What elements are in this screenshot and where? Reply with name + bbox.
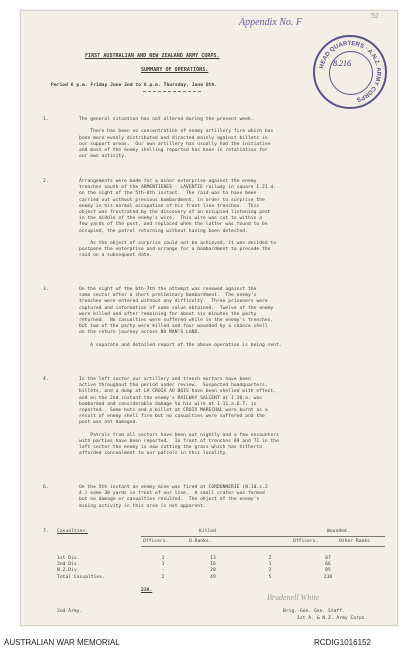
paragraph-line: returned. No casualties were suffered while in the enemy's trenches, [79,317,274,323]
paragraph-line: but two of the party were killed and four wounded by a chance shell [79,324,268,330]
paragraph-line: The general situation has not altered during the present week. [79,117,254,122]
paragraph-body [79,485,391,510]
handwritten-signature: Brudenell White [267,593,320,602]
paragraph-line: post was not damaged. [79,420,139,426]
paragraph-line: few yards of the post, and replaced when the latter was found to be [79,222,268,228]
casualty-wounded-other-ranks: 87 [325,556,331,561]
casualty-killed-officers: - [161,568,165,574]
paragraph-number: 3. [43,287,49,292]
casualty-wounded-officers: 2 [268,568,272,574]
paragraph-line: trenches were entered without any difficulty. Three prisoners were [79,299,268,305]
casualty-wounded-other-ranks: 85 [325,568,331,574]
paragraph-line: Arrangements were made for a minor enterprise against the enemy [79,179,257,184]
paragraph-line: Patrols from all sectors have been out nightly and a few encounters [79,432,279,438]
paragraph-line: enemy in his normal occupation of his front line trenches. This [79,203,260,209]
casualty-killed-other-ranks: 13 [210,556,216,561]
casualties-number: 7. [43,529,49,534]
paragraph-line: but no damage or casualties resulted. The object of the enemy's [79,497,260,503]
paragraph-line: As the object of surprise could not be achieved, it was decided to [79,240,277,246]
casualty-unit: 1st Div. [57,556,80,561]
casualty-wounded-officers: 1 [268,562,272,568]
casualty-wounded-other-ranks: 66 [325,562,331,568]
paragraph-line: reported. Some huts and a billet at CROIX MARECHAL were burnt as a [79,407,268,413]
casualty-killed-officers: 1 [161,562,165,568]
paragraph-line: raid on a subsequent date. [79,253,153,259]
document-heading: FIRST AUSTRALIAN AND NEW ZEALAND ARMY CORPS. [85,53,220,59]
stamp-inner-ring [329,51,373,95]
period-underline [143,91,201,92]
signature-unit: 1st A. & N.Z. Army Corps. [297,616,368,621]
casualty-wounded-officers: 2 [268,556,272,561]
paragraph-line: and most of the enemy shelling reported has been in retaliation for [79,147,268,153]
headquarters-stamp [313,35,387,109]
paragraph-line: bombarded and considerable damage to his wire at I.11.a.6.7. is [79,401,257,407]
paragraph-line: were killed and after remaining for about six minutes the party [79,311,257,317]
casualties-header-rule [141,536,385,537]
paragraph-line: active throughout the period under review. Suspected headquarters, [79,383,268,389]
paragraph-line: There has been no concentration of enemy artillery fire which has [79,129,274,135]
paragraph-line: and on the 2nd instant the enemy's RAILWAY SALIENT at I.10.a. was [79,395,263,401]
svg-text:HEAD QUARTERS · A.N.Z. ARMY CO: HEAD QUARTERS · A.N.Z. ARMY CORPS [319,40,382,103]
paragraph-line: In the left sector our artillery and trench mortars have been [79,377,251,382]
casualties-label: Casualties. [57,529,88,534]
paragraph-number: 1. [43,117,49,122]
paragraph-line: billets, and a dump at LA CROIX AU BOIS have been shelled with effect, [79,389,277,395]
casualty-wounded-other-ranks: 238 [323,574,333,580]
paragraph-line: mining activity in this area is not apparent. [79,503,206,509]
casualty-unit: N.Z.Div. [57,568,80,574]
paragraph-line: occupied, the patrol returning without having been detected. [79,228,248,234]
document-page [20,10,398,626]
paragraph-line: same sector after a short preliminary bombardment. The enemy's [79,293,257,299]
paragraph-line: afforded concealment to our patrols in this locality. [79,451,229,457]
paragraph-line: trenches south of the ARMENTIERES - LAVENTIE railway in square I.21.d. [79,185,277,191]
paragraph-line: left sector the enemy is now cutting the grass which has hitherto [79,445,263,451]
paragraph-body [79,287,391,349]
casualties-total-sub: 238. [141,588,153,593]
paragraph-line: 4.) some 30 yards in front of our line. A small crater was formed [79,491,265,497]
paragraph-line: with parties have been reported. In front of trenches 69 and 71 in the [79,438,279,444]
paragraph-line: On the night of the 6th-7th the attempt was renewed against the [79,287,257,292]
paragraph-body [79,179,391,259]
col-other-ranks-wounded: Other Ranks [339,539,370,544]
paragraph-line: on the night of the 5th-6th instant. The raid was to have been [79,191,257,197]
paragraph-line: A separate and detailed report of the above operation is being sent. [79,342,282,348]
paragraph-line: captured and information of some value obtained. Twelve of the enemy [79,305,274,311]
casualty-killed-officers: 2 [161,574,165,580]
dispatch-line: 2nd Army. [57,609,83,614]
col-officers-wounded: Officers. [293,539,319,544]
casualty-killed-other-ranks: 20 [210,568,216,574]
footer-archive-name: AUSTRALIAN WAR MEMORIAL [4,638,120,647]
document-subheading: SUMMARY OF OPERATIONS. [141,67,209,73]
casualties-wounded-header: Wounded. [327,529,350,534]
paragraph-line: on the return journey across NO MAN'S LAND. [79,330,201,336]
casualty-killed-other-ranks: 49 [210,574,216,580]
paragraph-line: On the 5th instant an enemy mine was fired at CORDONNERIE (N.10.c.2 [79,485,268,490]
signature-rank: Brig.-Gen. Gen. Staff. [283,609,345,614]
paragraph-body [79,377,391,457]
paragraph-line: postpone the enterprise and arrange for a bombardment to precede the [79,247,271,253]
casualty-killed-other-ranks: 16 [210,562,216,568]
paragraph-line: result of enemy shell fire but no casualties were suffered and the [79,414,265,420]
paragraph-number: 4. [43,377,49,382]
casualty-killed-officers: 1 [161,556,165,561]
appendix-annotation: Appendix No. F [239,17,303,28]
casualties-table [57,556,359,581]
stamp-handwritten-number: 8.216 [333,59,351,68]
paragraph-line: been more evenly distributed and directed mainly against billets in [79,135,268,141]
casualty-row [57,575,359,581]
paragraph-line: our own activity. [79,154,127,160]
col-other-ranks-killed: O.Ranks. [189,539,212,544]
footer-record-id: RCDIG1016152 [314,638,371,647]
casualty-wounded-officers: 5 [268,574,272,580]
period-line: Period 6 p.m. Friday June 2nd to 6.p.m. Thursday, June 8th. [51,83,218,88]
col-officers-killed: Officers. [143,539,169,544]
reference-number: 52 [371,13,379,20]
paragraph-line: carried out without previous bombardment, in order to surprise the [79,197,265,203]
casualty-unit: Total Casualties. [57,574,105,580]
paragraph-body [79,117,391,160]
paragraph-line: our support areas. Our own artillery has usually had the initiative [79,141,271,147]
paragraph-line: object was frustrated by the discovery of an occupied listening post [79,209,271,215]
casualty-unit: 2nd Div. [57,562,80,568]
casualties-killed-header: Killed [199,529,216,534]
paragraph-line: in the middle of the enemy's wire. This wire was cut to within a [79,216,263,222]
casualties-column-rule [141,546,385,547]
paragraph-number: 6. [43,485,49,490]
paragraph-number: 2. [43,179,49,184]
